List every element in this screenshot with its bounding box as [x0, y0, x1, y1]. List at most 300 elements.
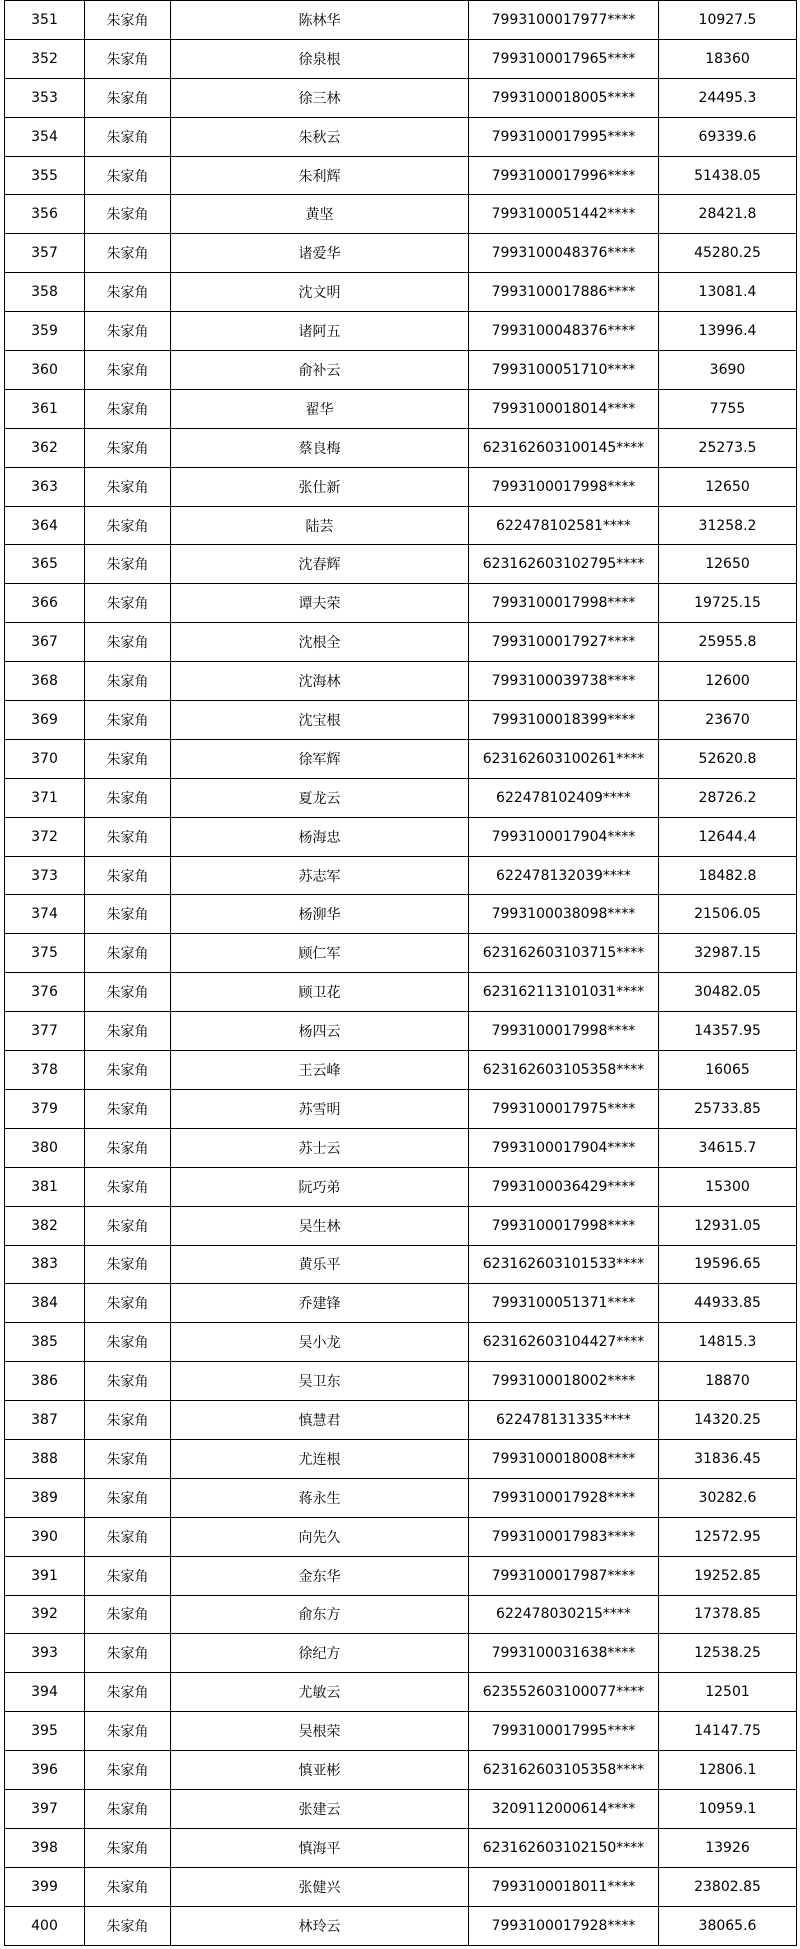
row-number-cell: 387: [5, 1401, 85, 1440]
amount-cell: 18870: [659, 1362, 797, 1401]
row-number-cell: 396: [5, 1751, 85, 1790]
account-number-cell: 7993100017996****: [469, 156, 659, 195]
village-cell: 朱家角: [85, 506, 171, 545]
village-cell: 朱家角: [85, 895, 171, 934]
amount-cell: 13926: [659, 1828, 797, 1867]
holder-name-cell: 黄坚: [171, 195, 469, 234]
holder-name-cell: 慎慧君: [171, 1401, 469, 1440]
row-number-cell: 373: [5, 856, 85, 895]
row-number-cell: 355: [5, 156, 85, 195]
amount-cell: 25955.8: [659, 623, 797, 662]
table-row: [5, 739, 797, 778]
holder-name-cell: 陈林华: [171, 1, 469, 40]
amount-cell: 12572.95: [659, 1517, 797, 1556]
row-number-cell: 359: [5, 312, 85, 351]
row-number-cell: 386: [5, 1362, 85, 1401]
account-number-cell: 7993100048376****: [469, 234, 659, 273]
row-number-cell: 385: [5, 1323, 85, 1362]
village-cell: 朱家角: [85, 934, 171, 973]
row-number-cell: 367: [5, 623, 85, 662]
amount-cell: 12538.25: [659, 1634, 797, 1673]
amount-cell: 23802.85: [659, 1867, 797, 1906]
table-row: [5, 1906, 797, 1945]
village-cell: 朱家角: [85, 1284, 171, 1323]
row-number-cell: 353: [5, 78, 85, 117]
amount-cell: 32987.15: [659, 934, 797, 973]
amount-cell: 30482.05: [659, 973, 797, 1012]
amount-cell: 19725.15: [659, 584, 797, 623]
holder-name-cell: 尤连根: [171, 1439, 469, 1478]
account-number-cell: 7993100018002****: [469, 1362, 659, 1401]
table-row: [5, 623, 797, 662]
village-cell: 朱家角: [85, 856, 171, 895]
row-number-cell: 362: [5, 428, 85, 467]
account-number-cell: 622478131335****: [469, 1401, 659, 1440]
village-cell: 朱家角: [85, 1478, 171, 1517]
village-cell: 朱家角: [85, 428, 171, 467]
row-number-cell: 366: [5, 584, 85, 623]
table-row: [5, 1634, 797, 1673]
village-cell: 朱家角: [85, 1517, 171, 1556]
holder-name-cell: 顾仁军: [171, 934, 469, 973]
holder-name-cell: 蔡良梅: [171, 428, 469, 467]
table-row: [5, 895, 797, 934]
account-number-cell: 7993100051442****: [469, 195, 659, 234]
table-row: [5, 1867, 797, 1906]
table-row: [5, 1167, 797, 1206]
account-number-cell: 7993100017904****: [469, 1128, 659, 1167]
village-cell: 朱家角: [85, 39, 171, 78]
village-cell: 朱家角: [85, 1867, 171, 1906]
row-number-cell: 389: [5, 1478, 85, 1517]
village-cell: 朱家角: [85, 817, 171, 856]
row-number-cell: 379: [5, 1089, 85, 1128]
row-number-cell: 360: [5, 351, 85, 390]
village-cell: 朱家角: [85, 1128, 171, 1167]
village-cell: 朱家角: [85, 1206, 171, 1245]
village-cell: 朱家角: [85, 1012, 171, 1051]
table-row: [5, 1284, 797, 1323]
row-number-cell: 364: [5, 506, 85, 545]
village-cell: 朱家角: [85, 273, 171, 312]
village-cell: 朱家角: [85, 1673, 171, 1712]
table-row: [5, 467, 797, 506]
village-cell: 朱家角: [85, 584, 171, 623]
account-number-cell: 622478102409****: [469, 778, 659, 817]
row-number-cell: 375: [5, 934, 85, 973]
table-row: [5, 1439, 797, 1478]
table-row: [5, 545, 797, 584]
row-number-cell: 357: [5, 234, 85, 273]
table-row: [5, 817, 797, 856]
data-table: [4, 0, 797, 1946]
account-number-cell: 7993100017886****: [469, 273, 659, 312]
holder-name-cell: 徐军辉: [171, 739, 469, 778]
table-row: [5, 1012, 797, 1051]
account-number-cell: 7993100017998****: [469, 584, 659, 623]
account-number-cell: 623162603100145****: [469, 428, 659, 467]
row-number-cell: 371: [5, 778, 85, 817]
village-cell: 朱家角: [85, 1906, 171, 1945]
amount-cell: 14815.3: [659, 1323, 797, 1362]
row-number-cell: 391: [5, 1556, 85, 1595]
holder-name-cell: 慎亚彬: [171, 1751, 469, 1790]
row-number-cell: 392: [5, 1595, 85, 1634]
amount-cell: 14320.25: [659, 1401, 797, 1440]
row-number-cell: 388: [5, 1439, 85, 1478]
village-cell: 朱家角: [85, 739, 171, 778]
account-number-cell: 7993100017977****: [469, 1, 659, 40]
village-cell: 朱家角: [85, 1051, 171, 1090]
village-cell: 朱家角: [85, 234, 171, 273]
amount-cell: 12644.4: [659, 817, 797, 856]
holder-name-cell: 徐泉根: [171, 39, 469, 78]
account-number-cell: 7993100017983****: [469, 1517, 659, 1556]
amount-cell: 14147.75: [659, 1712, 797, 1751]
village-cell: 朱家角: [85, 389, 171, 428]
village-cell: 朱家角: [85, 1401, 171, 1440]
row-number-cell: 400: [5, 1906, 85, 1945]
account-number-cell: 7993100017998****: [469, 1012, 659, 1051]
holder-name-cell: 沈宝根: [171, 701, 469, 740]
amount-cell: 3690: [659, 351, 797, 390]
holder-name-cell: 黄乐平: [171, 1245, 469, 1284]
amount-cell: 69339.6: [659, 117, 797, 156]
account-number-cell: 7993100017987****: [469, 1556, 659, 1595]
village-cell: 朱家角: [85, 467, 171, 506]
table-row: [5, 1362, 797, 1401]
amount-cell: 13081.4: [659, 273, 797, 312]
holder-name-cell: 沈根全: [171, 623, 469, 662]
amount-cell: 10927.5: [659, 1, 797, 40]
holder-name-cell: 蒋永生: [171, 1478, 469, 1517]
holder-name-cell: 吴根荣: [171, 1712, 469, 1751]
village-cell: 朱家角: [85, 778, 171, 817]
table-row: [5, 506, 797, 545]
account-number-cell: 7993100018399****: [469, 701, 659, 740]
holder-name-cell: 徐纪方: [171, 1634, 469, 1673]
row-number-cell: 369: [5, 701, 85, 740]
village-cell: 朱家角: [85, 1828, 171, 1867]
account-number-cell: 7993100017904****: [469, 817, 659, 856]
amount-cell: 44933.85: [659, 1284, 797, 1323]
holder-name-cell: 诸阿五: [171, 312, 469, 351]
amount-cell: 19596.65: [659, 1245, 797, 1284]
holder-name-cell: 吴生林: [171, 1206, 469, 1245]
holder-name-cell: 顾卫花: [171, 973, 469, 1012]
amount-cell: 12501: [659, 1673, 797, 1712]
table-row: [5, 389, 797, 428]
village-cell: 朱家角: [85, 1089, 171, 1128]
table-row: [5, 156, 797, 195]
account-number-cell: 623162603100261****: [469, 739, 659, 778]
account-number-cell: 623162603102795****: [469, 545, 659, 584]
row-number-cell: 398: [5, 1828, 85, 1867]
village-cell: 朱家角: [85, 351, 171, 390]
amount-cell: 23670: [659, 701, 797, 740]
holder-name-cell: 尤敏云: [171, 1673, 469, 1712]
holder-name-cell: 沈海林: [171, 662, 469, 701]
amount-cell: 7755: [659, 389, 797, 428]
holder-name-cell: 张健兴: [171, 1867, 469, 1906]
table-row: [5, 778, 797, 817]
holder-name-cell: 苏雪明: [171, 1089, 469, 1128]
account-number-cell: 7993100017975****: [469, 1089, 659, 1128]
table-row: [5, 1478, 797, 1517]
holder-name-cell: 俞补云: [171, 351, 469, 390]
table-row: [5, 701, 797, 740]
table-row: [5, 1673, 797, 1712]
village-cell: 朱家角: [85, 1634, 171, 1673]
row-number-cell: 390: [5, 1517, 85, 1556]
amount-cell: 18360: [659, 39, 797, 78]
village-cell: 朱家角: [85, 1712, 171, 1751]
account-number-cell: 7993100017965****: [469, 39, 659, 78]
account-number-cell: 7993100031638****: [469, 1634, 659, 1673]
holder-name-cell: 阮巧弟: [171, 1167, 469, 1206]
village-cell: 朱家角: [85, 545, 171, 584]
holder-name-cell: 俞东方: [171, 1595, 469, 1634]
holder-name-cell: 杨四云: [171, 1012, 469, 1051]
amount-cell: 19252.85: [659, 1556, 797, 1595]
account-number-cell: 7993100018005****: [469, 78, 659, 117]
table-row: [5, 195, 797, 234]
row-number-cell: 352: [5, 39, 85, 78]
village-cell: 朱家角: [85, 156, 171, 195]
table-row: [5, 1556, 797, 1595]
table-row: [5, 1089, 797, 1128]
table-row: [5, 1751, 797, 1790]
amount-cell: 31258.2: [659, 506, 797, 545]
amount-cell: 15300: [659, 1167, 797, 1206]
holder-name-cell: 向先久: [171, 1517, 469, 1556]
holder-name-cell: 金东华: [171, 1556, 469, 1595]
row-number-cell: 383: [5, 1245, 85, 1284]
row-number-cell: 351: [5, 1, 85, 40]
row-number-cell: 380: [5, 1128, 85, 1167]
account-number-cell: 7993100018011****: [469, 1867, 659, 1906]
table-row: [5, 1789, 797, 1828]
account-number-cell: 7993100051371****: [469, 1284, 659, 1323]
amount-cell: 52620.8: [659, 739, 797, 778]
row-number-cell: 374: [5, 895, 85, 934]
account-number-cell: 7993100017995****: [469, 117, 659, 156]
table-row: [5, 1828, 797, 1867]
row-number-cell: 363: [5, 467, 85, 506]
amount-cell: 21506.05: [659, 895, 797, 934]
village-cell: 朱家角: [85, 701, 171, 740]
row-number-cell: 378: [5, 1051, 85, 1090]
table-row: [5, 856, 797, 895]
table-row: [5, 351, 797, 390]
row-number-cell: 394: [5, 1673, 85, 1712]
table-row: [5, 1712, 797, 1751]
holder-name-cell: 苏士云: [171, 1128, 469, 1167]
account-number-cell: 623162603105358****: [469, 1051, 659, 1090]
holder-name-cell: 苏志军: [171, 856, 469, 895]
village-cell: 朱家角: [85, 662, 171, 701]
amount-cell: 13996.4: [659, 312, 797, 351]
table-row: [5, 1245, 797, 1284]
table-row: [5, 584, 797, 623]
account-number-cell: 622478102581****: [469, 506, 659, 545]
village-cell: 朱家角: [85, 195, 171, 234]
row-number-cell: 370: [5, 739, 85, 778]
account-number-cell: 7993100018014****: [469, 389, 659, 428]
amount-cell: 25733.85: [659, 1089, 797, 1128]
table-row: [5, 1051, 797, 1090]
account-number-cell: 623552603100077****: [469, 1673, 659, 1712]
account-number-cell: 7993100017998****: [469, 1206, 659, 1245]
table-row: [5, 428, 797, 467]
row-number-cell: 384: [5, 1284, 85, 1323]
table-row: [5, 78, 797, 117]
table-row: [5, 1517, 797, 1556]
account-number-cell: 7993100017928****: [469, 1906, 659, 1945]
account-number-cell: 7993100051710****: [469, 351, 659, 390]
holder-name-cell: 杨泖华: [171, 895, 469, 934]
holder-name-cell: 翟华: [171, 389, 469, 428]
account-number-cell: 623162603105358****: [469, 1751, 659, 1790]
amount-cell: 38065.6: [659, 1906, 797, 1945]
village-cell: 朱家角: [85, 1439, 171, 1478]
table-row: [5, 1323, 797, 1362]
village-cell: 朱家角: [85, 623, 171, 662]
amount-cell: 16065: [659, 1051, 797, 1090]
row-number-cell: 368: [5, 662, 85, 701]
account-number-cell: 7993100039738****: [469, 662, 659, 701]
village-cell: 朱家角: [85, 1751, 171, 1790]
account-number-cell: 7993100017927****: [469, 623, 659, 662]
amount-cell: 12931.05: [659, 1206, 797, 1245]
table-row: [5, 1206, 797, 1245]
account-number-cell: 7993100017998****: [469, 467, 659, 506]
amount-cell: 28726.2: [659, 778, 797, 817]
account-number-cell: 7993100048376****: [469, 312, 659, 351]
amount-cell: 28421.8: [659, 195, 797, 234]
row-number-cell: 376: [5, 973, 85, 1012]
amount-cell: 14357.95: [659, 1012, 797, 1051]
row-number-cell: 356: [5, 195, 85, 234]
amount-cell: 12650: [659, 545, 797, 584]
holder-name-cell: 谭夫荣: [171, 584, 469, 623]
account-number-cell: 622478030215****: [469, 1595, 659, 1634]
amount-cell: 18482.8: [659, 856, 797, 895]
amount-cell: 31836.45: [659, 1439, 797, 1478]
holder-name-cell: 张仕新: [171, 467, 469, 506]
holder-name-cell: 沈春辉: [171, 545, 469, 584]
village-cell: 朱家角: [85, 1245, 171, 1284]
table-row: [5, 1, 797, 40]
village-cell: 朱家角: [85, 1, 171, 40]
village-cell: 朱家角: [85, 1323, 171, 1362]
holder-name-cell: 张建云: [171, 1789, 469, 1828]
holder-name-cell: 吴小龙: [171, 1323, 469, 1362]
holder-name-cell: 诸爱华: [171, 234, 469, 273]
amount-cell: 12600: [659, 662, 797, 701]
row-number-cell: 382: [5, 1206, 85, 1245]
village-cell: 朱家角: [85, 117, 171, 156]
row-number-cell: 381: [5, 1167, 85, 1206]
holder-name-cell: 王云峰: [171, 1051, 469, 1090]
row-number-cell: 358: [5, 273, 85, 312]
amount-cell: 51438.05: [659, 156, 797, 195]
row-number-cell: 365: [5, 545, 85, 584]
account-number-cell: 623162603101533****: [469, 1245, 659, 1284]
holder-name-cell: 徐三林: [171, 78, 469, 117]
account-number-cell: 7993100038098****: [469, 895, 659, 934]
amount-cell: 17378.85: [659, 1595, 797, 1634]
holder-name-cell: 沈文明: [171, 273, 469, 312]
amount-cell: 12650: [659, 467, 797, 506]
row-number-cell: 397: [5, 1789, 85, 1828]
row-number-cell: 399: [5, 1867, 85, 1906]
holder-name-cell: 朱利辉: [171, 156, 469, 195]
holder-name-cell: 夏龙云: [171, 778, 469, 817]
row-number-cell: 354: [5, 117, 85, 156]
row-number-cell: 361: [5, 389, 85, 428]
amount-cell: 25273.5: [659, 428, 797, 467]
amount-cell: 34615.7: [659, 1128, 797, 1167]
account-number-cell: 622478132039****: [469, 856, 659, 895]
holder-name-cell: 杨海忠: [171, 817, 469, 856]
table-row: [5, 934, 797, 973]
table-row: [5, 1401, 797, 1440]
account-number-cell: 7993100017995****: [469, 1712, 659, 1751]
table-row: [5, 1128, 797, 1167]
village-cell: 朱家角: [85, 312, 171, 351]
holder-name-cell: 陆芸: [171, 506, 469, 545]
account-number-cell: 7993100036429****: [469, 1167, 659, 1206]
row-number-cell: 372: [5, 817, 85, 856]
amount-cell: 12806.1: [659, 1751, 797, 1790]
holder-name-cell: 慎海平: [171, 1828, 469, 1867]
village-cell: 朱家角: [85, 1167, 171, 1206]
table-row: [5, 973, 797, 1012]
account-number-cell: 623162113101031****: [469, 973, 659, 1012]
village-cell: 朱家角: [85, 78, 171, 117]
amount-cell: 10959.1: [659, 1789, 797, 1828]
table-row: [5, 1595, 797, 1634]
row-number-cell: 377: [5, 1012, 85, 1051]
row-number-cell: 395: [5, 1712, 85, 1751]
table-row: [5, 312, 797, 351]
holder-name-cell: 乔建锋: [171, 1284, 469, 1323]
account-number-cell: 623162603103715****: [469, 934, 659, 973]
account-number-cell: 7993100017928****: [469, 1478, 659, 1517]
table-body: [5, 1, 797, 1946]
table-row: [5, 117, 797, 156]
village-cell: 朱家角: [85, 1789, 171, 1828]
account-number-cell: 623162603104427****: [469, 1323, 659, 1362]
table-row: [5, 234, 797, 273]
account-number-cell: 3209112000614****: [469, 1789, 659, 1828]
account-number-cell: 623162603102150****: [469, 1828, 659, 1867]
amount-cell: 30282.6: [659, 1478, 797, 1517]
holder-name-cell: 朱秋云: [171, 117, 469, 156]
village-cell: 朱家角: [85, 1362, 171, 1401]
village-cell: 朱家角: [85, 1595, 171, 1634]
table-row: [5, 273, 797, 312]
holder-name-cell: 林玲云: [171, 1906, 469, 1945]
table-row: [5, 662, 797, 701]
amount-cell: 24495.3: [659, 78, 797, 117]
amount-cell: 45280.25: [659, 234, 797, 273]
account-number-cell: 7993100018008****: [469, 1439, 659, 1478]
holder-name-cell: 吴卫东: [171, 1362, 469, 1401]
village-cell: 朱家角: [85, 973, 171, 1012]
village-cell: 朱家角: [85, 1556, 171, 1595]
